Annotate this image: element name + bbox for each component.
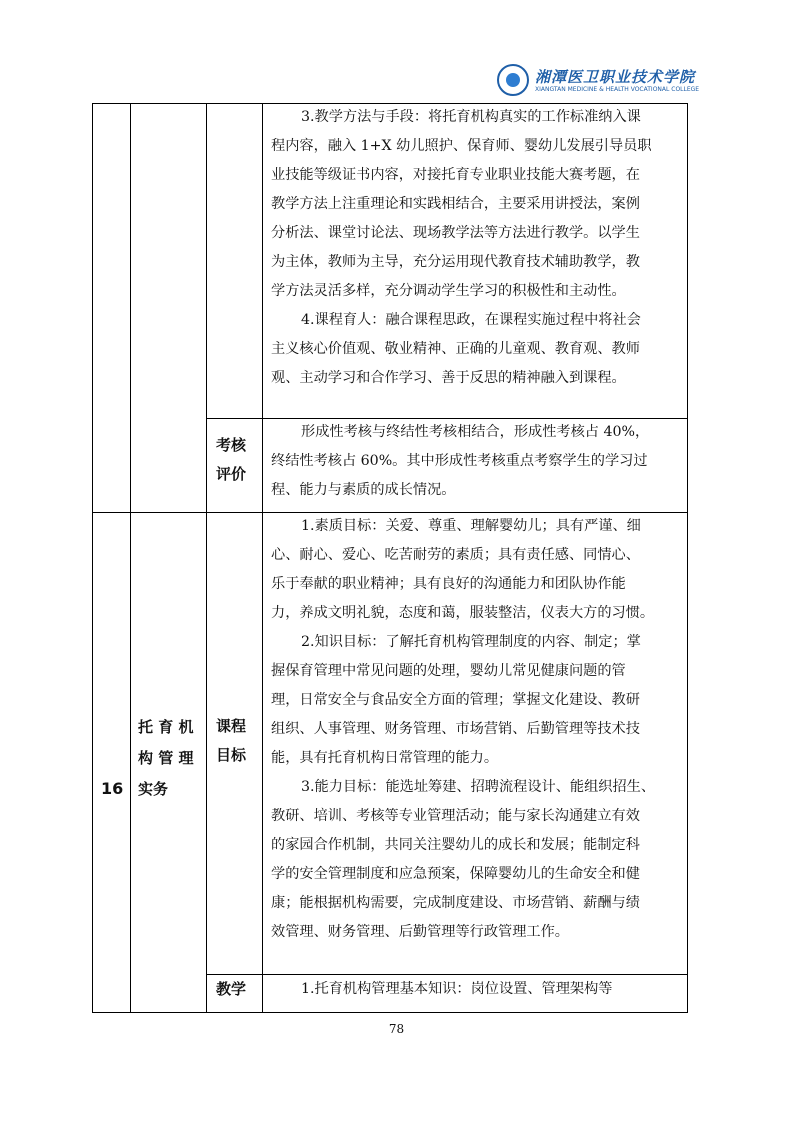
text-line: 组织、人事管理、财务管理、市场营销、后勤管理等技术技 bbox=[271, 721, 640, 737]
course-name bbox=[138, 712, 193, 805]
text-line: 3.能力目标：能选址筹建、招聘流程设计、能组织招生、 bbox=[301, 779, 656, 795]
table-bottom-border bbox=[92, 1012, 687, 1013]
course-goal-label bbox=[216, 712, 246, 770]
teaching-label: 教学 bbox=[216, 980, 247, 998]
course-name-line-2: 构 管 理 bbox=[138, 749, 194, 767]
text-line: 康；能根据机构需要，完成制度建设、市场营销、薪酬与绩 bbox=[271, 895, 640, 911]
text-line: 教研、培训、考核等专业管理活动；能与家长沟通建立有效 bbox=[271, 808, 640, 824]
teaching-methods-text bbox=[271, 103, 676, 393]
text-line: 分析法、课堂讨论法、现场教学法等方法进行教学。以学生 bbox=[271, 225, 640, 241]
text-line: 为主体，教师为主导，充分运用现代教育技术辅助教学，教 bbox=[271, 254, 640, 270]
text-line: 2.知识目标：了解托育机构管理制度的内容、制定；掌 bbox=[301, 634, 641, 650]
text-line: 1.托育机构管理基本知识：岗位设置、管理架构等 bbox=[301, 981, 613, 997]
assessment-label bbox=[216, 431, 246, 489]
text-line: 终结性考核占 60%。其中形成性考核重点考察学生的学习过 bbox=[271, 453, 648, 469]
col-border-1 bbox=[130, 103, 131, 1013]
text-line: 4.课程育人：融合课程思政，在课程实施过程中将社会 bbox=[301, 312, 641, 328]
text-line: 观、主动学习和合作学习、善于反思的精神融入到课程。 bbox=[271, 370, 626, 386]
teaching-content-text bbox=[271, 978, 676, 1000]
col-border-right bbox=[687, 103, 688, 1013]
col-border-left bbox=[92, 103, 93, 1013]
text-line: 理，日常安全与食品安全方面的管理；掌握文化建设、教研 bbox=[271, 692, 640, 708]
course-goal-label-line-2: 目标 bbox=[216, 746, 247, 764]
text-line: 1.素质目标：关爱、尊重、理解婴幼儿；具有严谨、细 bbox=[301, 518, 641, 534]
text-line: 乐于奉献的职业精神；具有良好的沟通能力和团队协作能 bbox=[271, 576, 626, 592]
text-line: 形成性考核与终结性考核相结合，形成性考核占 40%， bbox=[301, 424, 650, 440]
col-border-3 bbox=[262, 103, 263, 1013]
text-line: 的家园合作机制，共同关注婴幼儿的成长和发展；能制定科 bbox=[271, 837, 640, 853]
row-number: 16 bbox=[101, 779, 124, 798]
assessment-text bbox=[271, 418, 676, 505]
row-divider-teaching bbox=[206, 974, 687, 975]
text-line: 程、能力与素质的成长情况。 bbox=[271, 482, 456, 498]
text-line: 心、耐心、爱心、吃苦耐劳的素质；具有责任感、同情心、 bbox=[271, 547, 640, 563]
page-number: 78 bbox=[388, 1022, 405, 1036]
text-line: 学方法灵活多样，充分调动学生学习的积极性和主动性。 bbox=[271, 283, 626, 299]
text-line: 力，养成文明礼貌，态度和蔼，服装整洁，仪表大方的习惯。 bbox=[271, 605, 655, 621]
text-line: 能，具有托育机构日常管理的能力。 bbox=[271, 750, 499, 766]
text-line: 主义核心价值观、敬业精神、正确的儿童观、教育观、教师 bbox=[271, 341, 640, 357]
college-name-cn: 湘潭医卫职业技术学院 bbox=[535, 68, 696, 86]
course-goal-label-line-1: 课程 bbox=[216, 717, 247, 735]
text-line: 教学方法上注重理论和实践相结合，主要采用讲授法，案例 bbox=[271, 196, 640, 212]
col-border-2 bbox=[206, 103, 207, 1013]
text-line: 学的安全管理制度和应急预案，保障婴幼儿的生命安全和健 bbox=[271, 866, 640, 882]
college-name-en: XIANGTAN MEDICINE & HEALTH VOCATIONAL COLLEGE bbox=[535, 86, 700, 93]
text-line: 程内容，融入 1+X 幼儿照护、保育师、婴幼儿发展引导员职 bbox=[271, 138, 652, 154]
course-name-line-1: 托 育 机 bbox=[138, 718, 194, 736]
course-name-line-3: 实务 bbox=[138, 780, 169, 798]
text-line: 效管理、财务管理、后勤管理等行政管理工作。 bbox=[271, 924, 569, 940]
text-line: 握保育管理中常见问题的处理，婴幼儿常见健康问题的管 bbox=[271, 663, 626, 679]
text-line: 业技能等级证书内容，对接托育专业职业技能大赛考题，在 bbox=[271, 167, 640, 183]
course-goal-text bbox=[271, 512, 676, 947]
assessment-label-line-1: 考核 bbox=[216, 436, 247, 454]
text-line: 3.教学方法与手段：将托育机构真实的工作标准纳入课 bbox=[301, 109, 641, 125]
assessment-label-line-2: 评价 bbox=[216, 465, 247, 483]
